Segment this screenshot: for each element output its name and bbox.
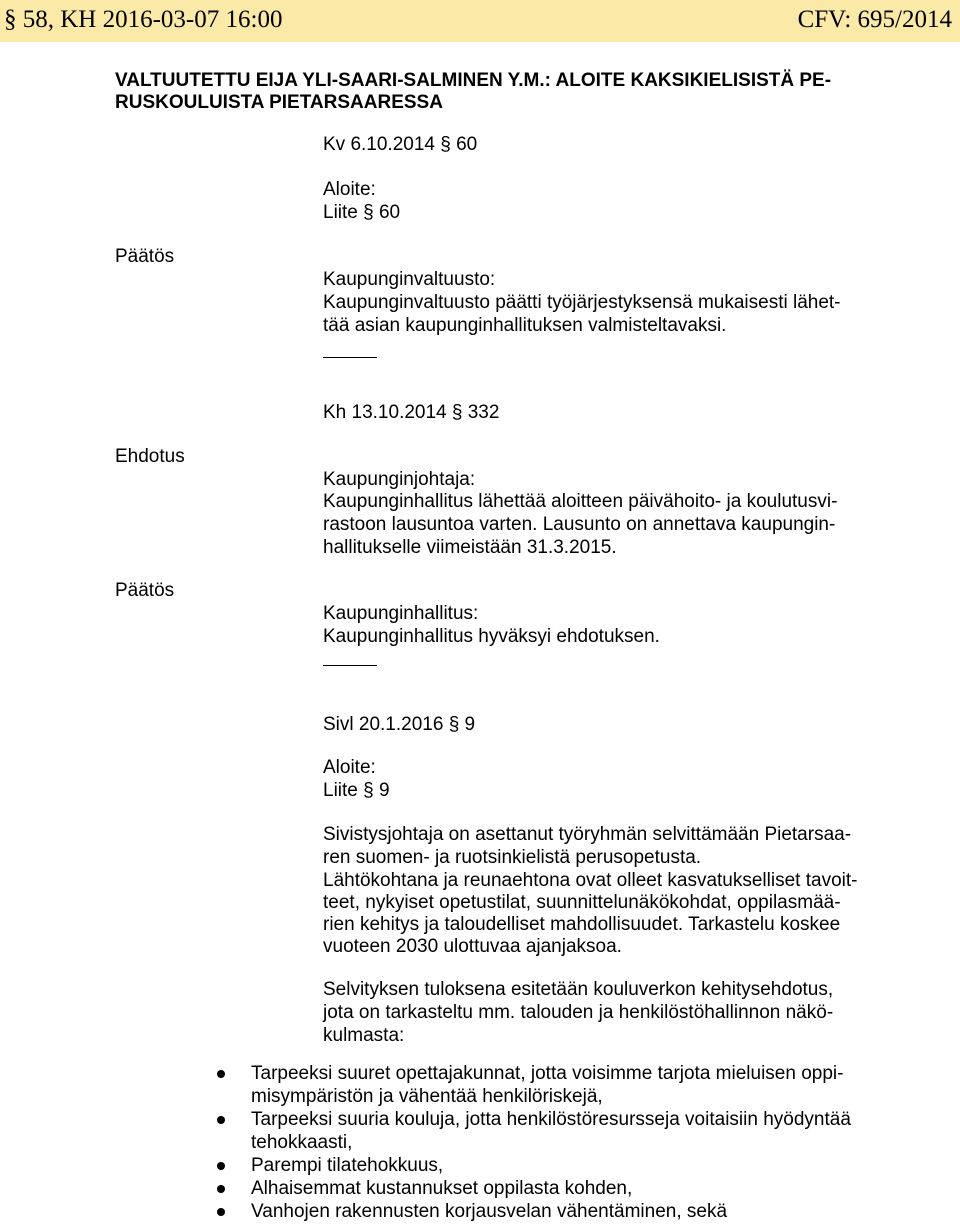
list-item-line: Tarpeeksi suuria kouluja, jotta henkilöstöresursseja voitaisiin hyödyntää [251, 1109, 851, 1130]
kv-text-line: tää asian kaupunginhallituksen valmisteltavaksi. [323, 315, 727, 336]
sivl-paragraph-line: rien kehitys ja taloudelliset mahdollisuudet. Tarkastelu koskee [323, 914, 841, 935]
kh-reference: Kh 13.10.2014 § 332 [323, 402, 500, 423]
document-title-line-2: RUSKOULUISTA PIETARSAARESSA [115, 92, 443, 113]
sivl-paragraph-line: Selvityksen tuloksena esitetään kouluverkon kehitysehdotus, [323, 979, 834, 1000]
sivl-reference: Sivl 20.1.2016 § 9 [323, 714, 476, 735]
kv-paatos-side-label: Päätös [115, 246, 175, 267]
document-title-line-1: VALTUUTETTU EIJA YLI-SAARI-SALMINEN Y.M.: ALOITE KAKSIKIELISISTÄ PE- [115, 70, 832, 91]
kh-ehdotus-line: rastoon lausuntoa varten. Lausunto on annettava kaupungin- [323, 514, 836, 535]
kh-ehdotus-line: hallitukselle viimeistään 31.3.2015. [323, 537, 617, 558]
kh-ehdotus-side-label: Ehdotus [115, 446, 185, 467]
kh-paatos-side-label: Päätös [115, 580, 175, 601]
sivl-paragraph-line: teet, nykyiset opetustilat, suunnittelunäkökohdat, oppilasmää- [323, 892, 841, 913]
kh-ehdotus-line: Kaupunginhallitus lähettää aloitteen päivähoito- ja koulutusvi- [323, 491, 838, 512]
sivl-paragraph-line: Lähtökohtana ja reunaehtona ovat olleet kasvatukselliset tavoit- [323, 870, 858, 891]
criteria-list [205, 1062, 851, 1223]
case-number: CFV: 695/2014 [797, 6, 952, 33]
section-divider [323, 357, 377, 358]
list-item [205, 1200, 851, 1223]
list-item [205, 1108, 851, 1154]
list-item-line: Alhaisemmat kustannukset oppilasta kohden, [251, 1178, 633, 1199]
list-item-line: Tarpeeksi suuret opettajakunnat, jotta voisimme tarjota mieluisen oppi- [251, 1063, 844, 1084]
kv-heading: Kaupunginvaltuusto: [323, 269, 496, 290]
list-item [205, 1177, 851, 1200]
sivl-paragraph-line: kulmasta: [323, 1025, 405, 1046]
sivl-paragraph-line: jota on tarkasteltu mm. talouden ja henkilöstöhallinnon näkö- [323, 1002, 834, 1023]
sivl-paragraph-line: vuoteen 2030 ulottuvaa ajanjaksoa. [323, 936, 622, 957]
list-item [205, 1154, 851, 1177]
kv-aloite-label: Aloite: [323, 179, 376, 200]
kh-paatos-line: Kaupunginhallitus hyväksyi ehdotuksen. [323, 626, 660, 647]
kv-text-line: Kaupunginvaltuusto päätti työjärjestyksensä mukaisesti lähet- [323, 292, 841, 313]
list-item-line: misympäristön ja vähentää henkilöriskejä, [251, 1086, 603, 1107]
list-item-line: Parempi tilatehokkuus, [251, 1155, 444, 1176]
kh-paatos-heading: Kaupunginhallitus: [323, 603, 479, 624]
list-item-line: tehokkaasti, [251, 1132, 353, 1153]
sivl-aloite-label: Aloite: [323, 757, 376, 778]
kh-ehdotus-heading: Kaupunginjohtaja: [323, 469, 476, 490]
list-item-line: Vanhojen rakennusten korjausvelan vähentäminen, sekä [251, 1201, 728, 1222]
sivl-liite-label: Liite § 9 [323, 780, 390, 801]
sivl-paragraph-line: Sivistysjohtaja on asettanut työryhmän selvittämään Pietarsaa- [323, 824, 852, 845]
kv-reference: Kv 6.10.2014 § 60 [323, 134, 478, 155]
sivl-paragraph-line: ren suomen- ja ruotsinkielistä perusopetusta. [323, 847, 702, 868]
section-divider [323, 665, 377, 666]
meeting-reference: § 58, KH 2016-03-07 16:00 [4, 6, 283, 33]
list-item [205, 1062, 851, 1108]
kv-liite-label: Liite § 60 [323, 202, 401, 223]
